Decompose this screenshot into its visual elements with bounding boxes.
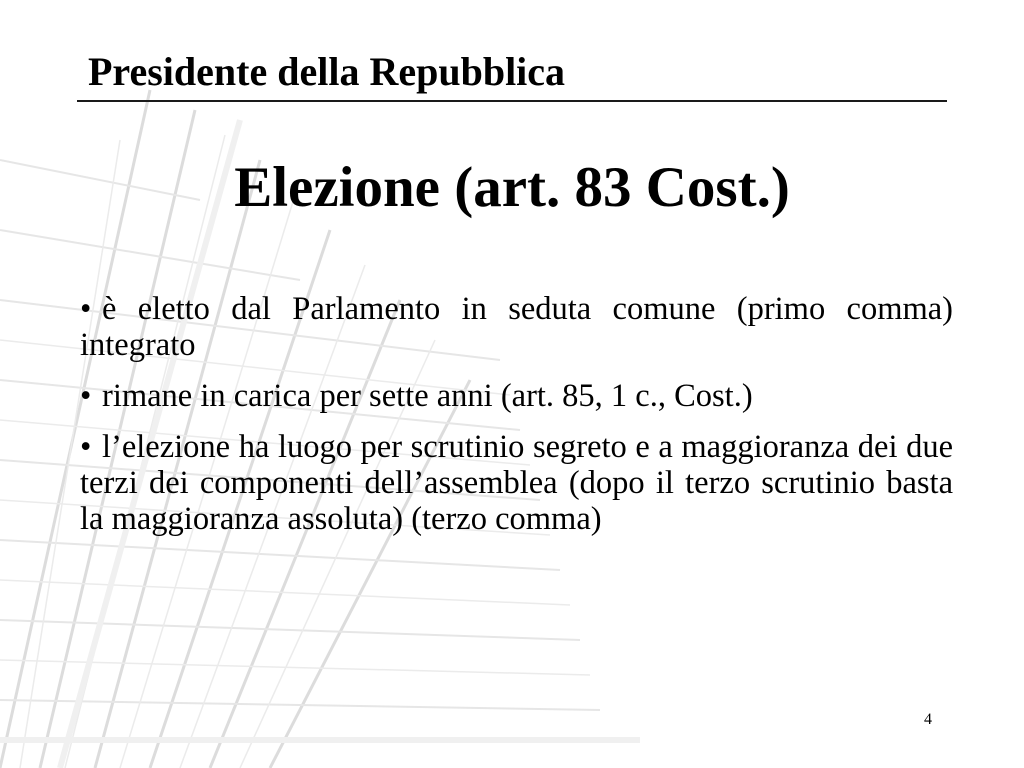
bullet-item bbox=[80, 429, 953, 537]
bullet-text: è eletto dal Parlamento in seduta comune (primo comma) integrato bbox=[80, 291, 953, 363]
bullet-mark: • bbox=[80, 291, 92, 327]
bullet-text: l’elezione ha luogo per scrutinio segreto e a maggioranza dei due terzi dei componenti dell’assemblea (dopo il terzo scrutinio basta la maggioranza assoluta) (terzo comma) bbox=[80, 429, 953, 537]
header-rule bbox=[77, 100, 947, 102]
bullet-list bbox=[80, 291, 953, 552]
bullet-mark: • bbox=[80, 378, 92, 414]
bullet-text: rimane in carica per sette anni (art. 85, 1 c., Cost.) bbox=[102, 378, 753, 414]
page-number: 4 bbox=[924, 711, 932, 728]
header-title: Presidente della Repubblica bbox=[88, 49, 566, 94]
bullet-item bbox=[80, 291, 953, 363]
bullet-item bbox=[80, 378, 953, 414]
slide-title: Elezione (art. 83 Cost.) bbox=[234, 156, 790, 219]
bullet-mark: • bbox=[80, 429, 92, 465]
